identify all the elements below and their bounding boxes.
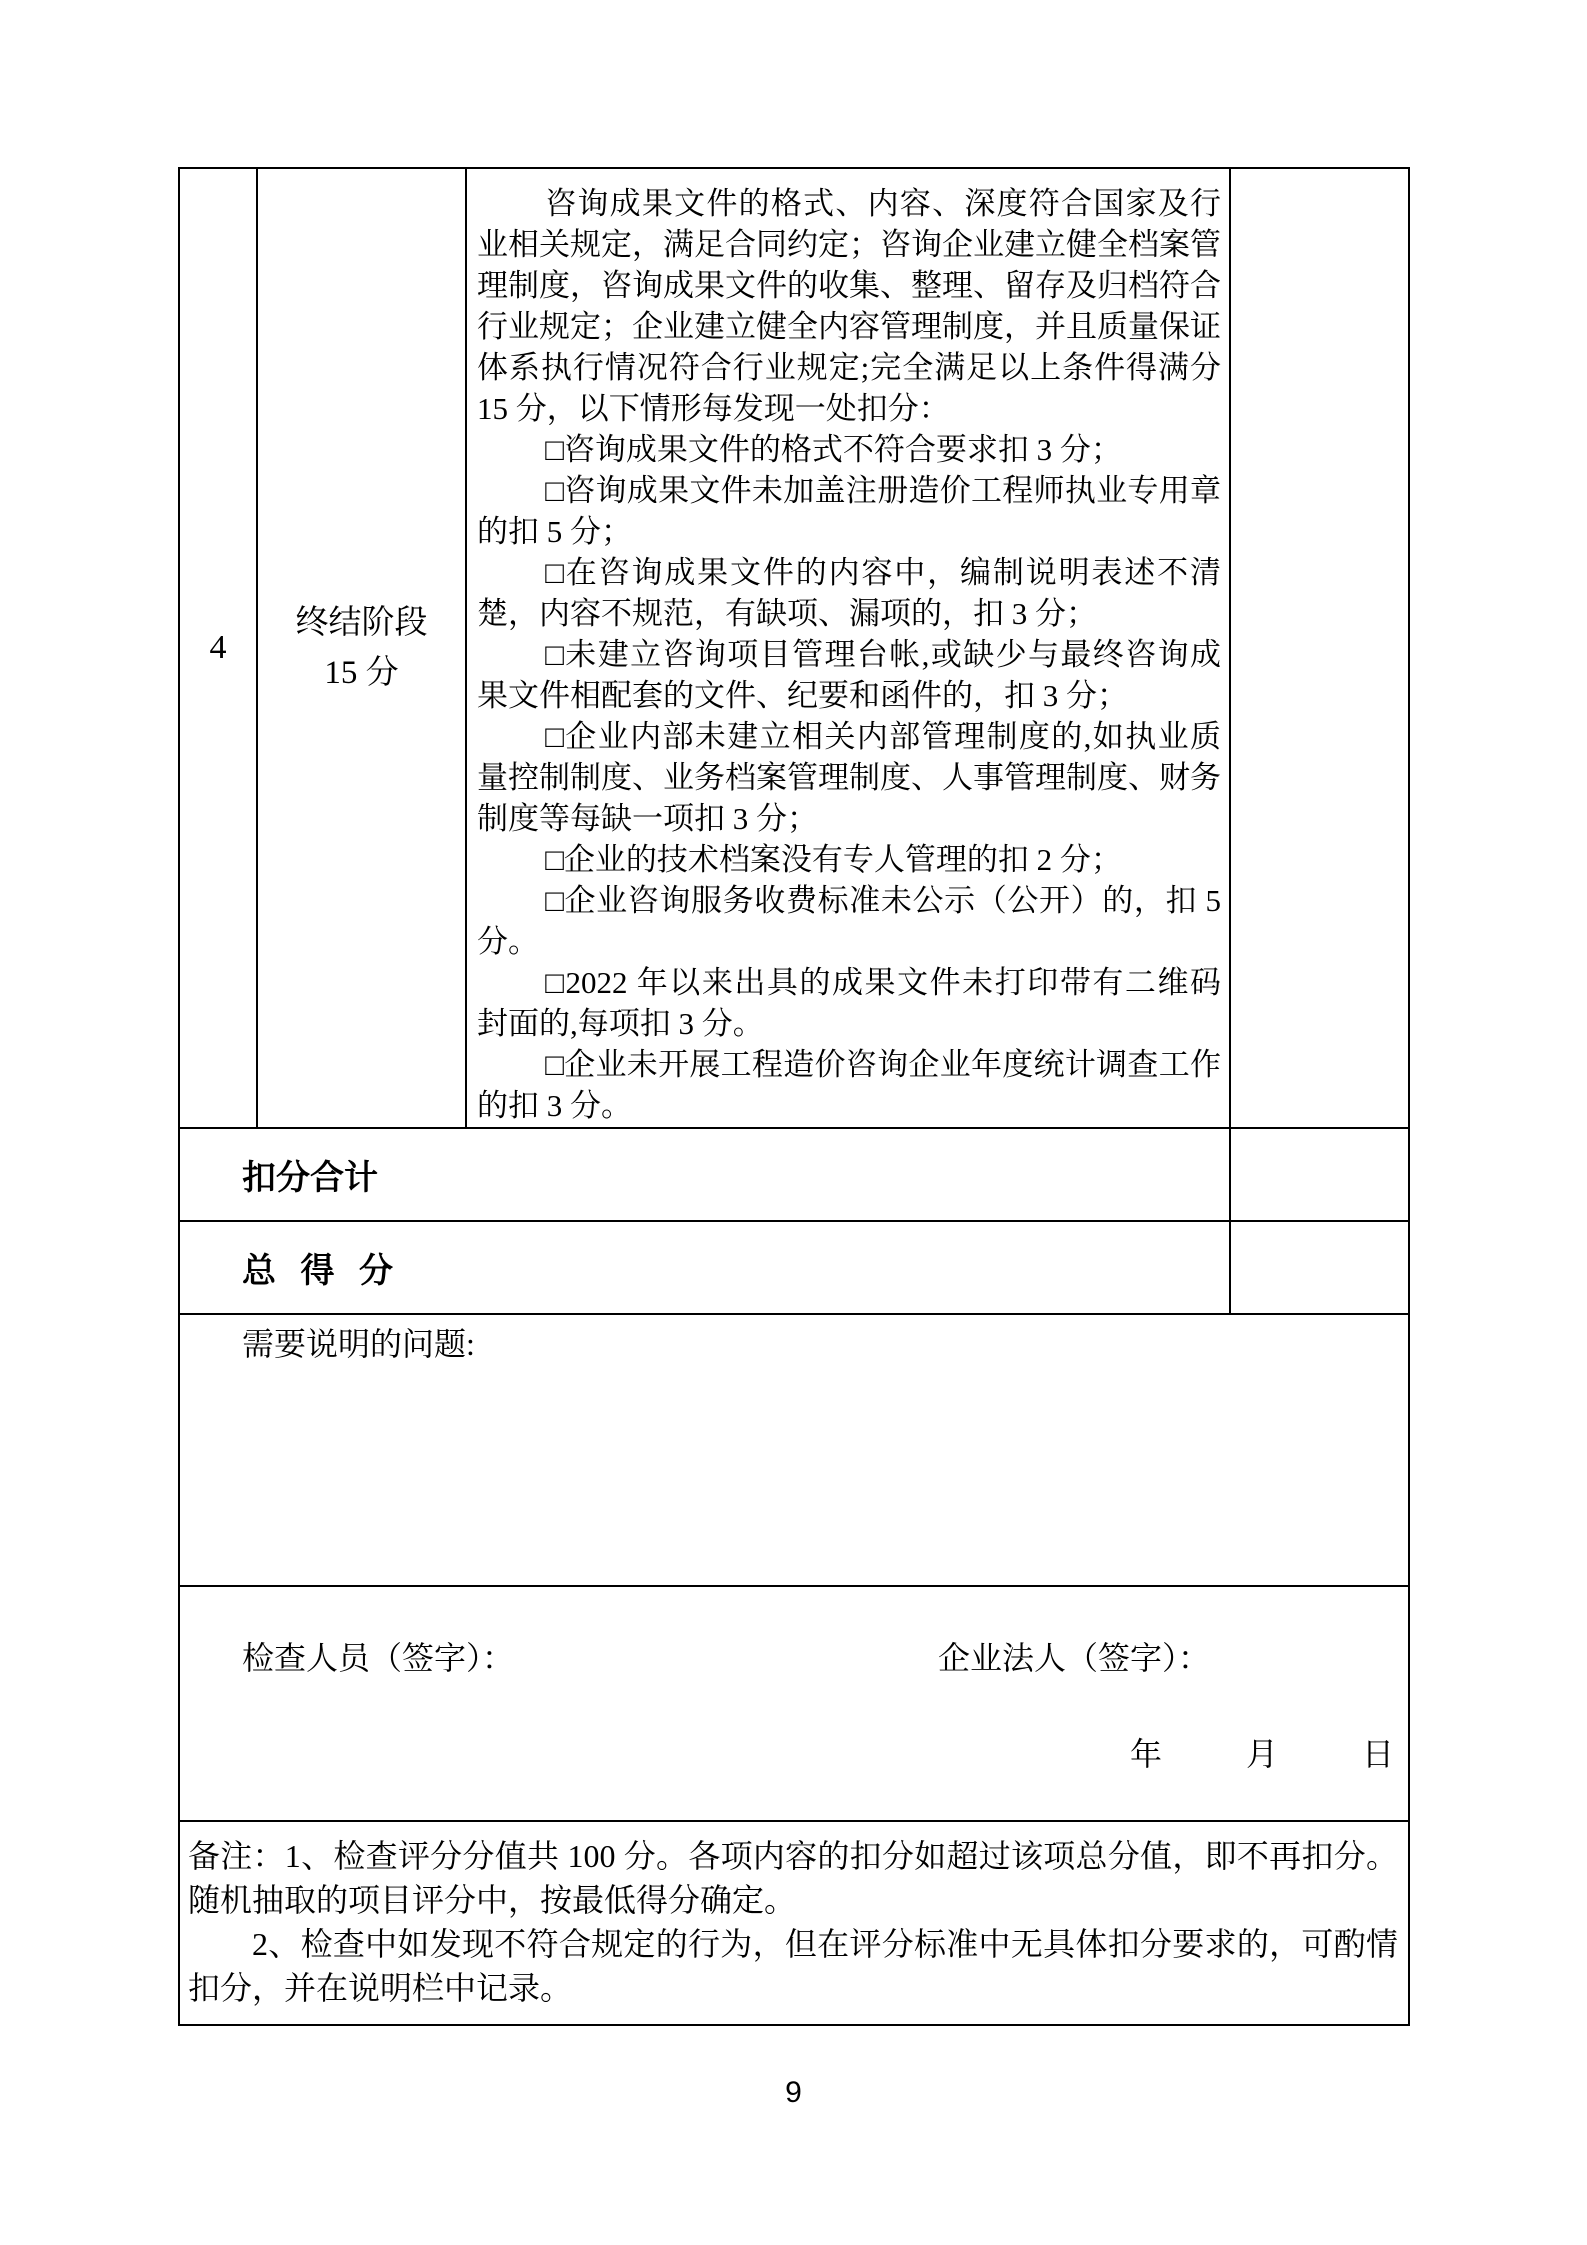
remarks-paragraph: 2、检查中如发现不符合规定的行为，但在评分标准中无具体扣分要求的，可酌情扣分，并在说明栏中记录。 [188, 1926, 1398, 2006]
legal-person-signature-label: 企业法人（签字）： [938, 1640, 1211, 1676]
stage-name: 终结阶段 [295, 605, 428, 641]
criteria-paragraph: 咨询成果文件的格式、内容、深度符合国家及行业相关规定，满足合同约定；咨询企业建立健全档案管理制度，咨询成果文件的收集、整理、留存及归档符合行业规定；企业建立健全内容管理制度，并且质量保证体系执行情况符合行业规定;完全满足以上条件得满分 15 分，以下情形每发现一处扣分： [477, 186, 1221, 426]
criteria-paragraph: □2022 年以来出具的成果文件未打印带有二维码封面的,每项扣 3 分。 [477, 965, 1221, 1041]
table-row-signatures [180, 1587, 1408, 1822]
criteria-paragraph: □企业咨询服务收费标准未公示（公开）的，扣 5 分。 [477, 883, 1221, 959]
criteria-paragraph: □企业的技术档案没有专人管理的扣 2 分； [545, 842, 1122, 877]
table-row-remarks [180, 1822, 1408, 2024]
criteria-paragraph: □未建立咨询项目管理台帐,或缺少与最终咨询成果文件相配套的文件、纪要和函件的，扣 3 分； [477, 637, 1221, 713]
deduction-total-label: 扣分合计 [242, 1160, 378, 1197]
table-row-terminal-stage [180, 169, 1408, 1129]
row-number-cell [180, 169, 258, 1127]
remarks-paragraph: 备注：1、检查评分分值共 100 分。各项内容的扣分如超过该项总分值，即不再扣分。随机抽取的项目评分中，按最低得分确定。 [188, 1838, 1398, 1918]
date-day-label: 日 [1361, 1736, 1394, 1772]
table-row-deduction-total [180, 1129, 1408, 1222]
criteria-paragraph: □企业内部未建立相关内部管理制度的,如执业质量控制制度、业务档案管理制度、人事管理制度、财务制度等每缺一项扣 3 分； [477, 719, 1221, 836]
row-number: 4 [209, 629, 227, 666]
criteria-paragraph: □在咨询成果文件的内容中，编制说明表述不清楚，内容不规范，有缺项、漏项的，扣 3 分； [477, 555, 1221, 631]
deduction-total-label-cell [180, 1129, 1231, 1220]
total-score-label: 总 得 分 [242, 1253, 401, 1290]
date-month-label: 月 [1245, 1736, 1278, 1772]
notes-label: 需要说明的问题: [242, 1326, 475, 1362]
inspector-signature-label: 检查人员（签字）： [242, 1640, 515, 1676]
total-score-value-cell [1231, 1222, 1408, 1313]
stage-points: 15 分 [324, 655, 399, 691]
table-row-total-score [180, 1222, 1408, 1315]
table-row-notes [180, 1315, 1408, 1587]
stage-cell [258, 169, 467, 1127]
date-line [1130, 1729, 1394, 1775]
deduction-total-value-cell [1231, 1129, 1408, 1220]
page-number: 9 [785, 2076, 802, 2109]
criteria-cell [467, 169, 1231, 1127]
criteria-paragraph: □企业未开展工程造价咨询企业年度统计调查工作的扣 3 分。 [477, 1047, 1221, 1123]
date-year-label: 年 [1129, 1736, 1162, 1772]
total-score-label-cell [180, 1222, 1231, 1313]
criteria-paragraph: □咨询成果文件的格式不符合要求扣 3 分； [545, 432, 1122, 467]
stage-score-cell [1231, 169, 1408, 1127]
evaluation-table [178, 167, 1410, 2026]
criteria-paragraph: □咨询成果文件未加盖注册造价工程师执业专用章的扣 5 分； [477, 473, 1221, 549]
